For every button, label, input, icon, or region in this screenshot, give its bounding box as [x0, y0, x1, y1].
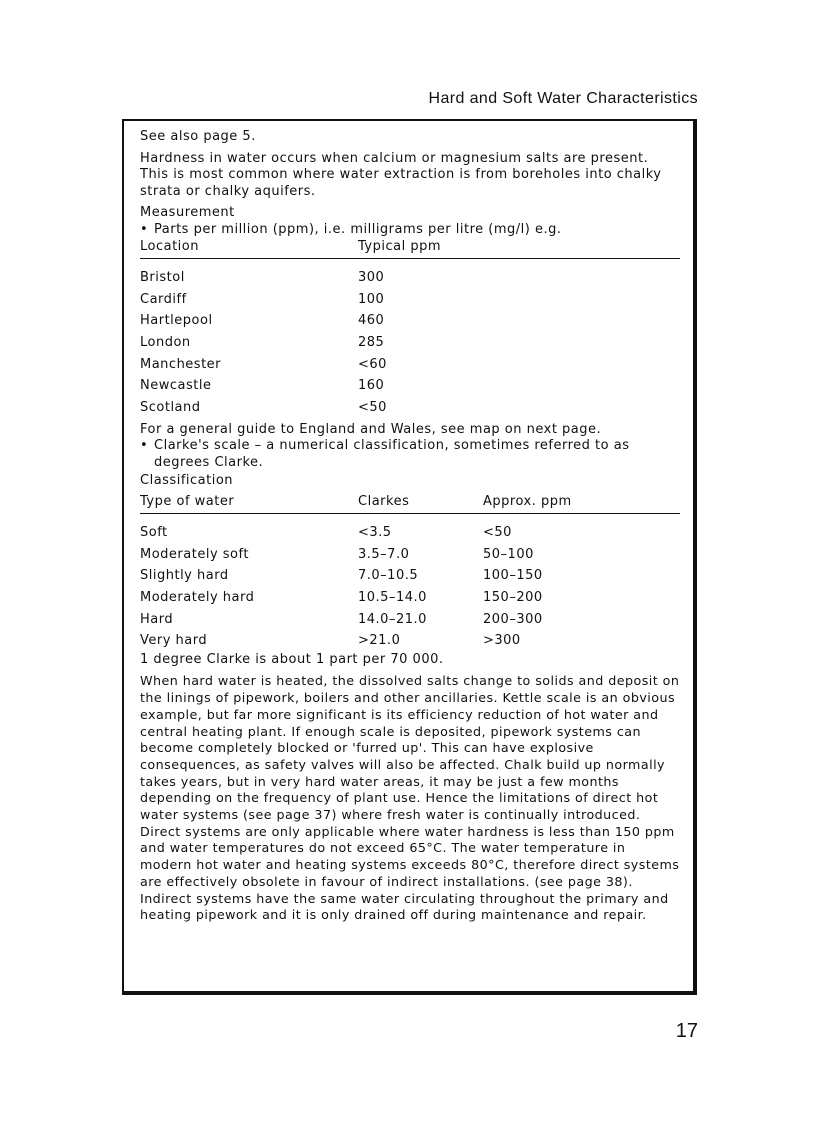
approx-ppm-cell: <50 [483, 524, 512, 540]
table-row [140, 378, 680, 400]
location-table-body [140, 259, 680, 422]
column-header-approx-ppm: Approx. ppm [483, 493, 572, 509]
see-also-note: See also page 5. [140, 129, 256, 144]
clarkes-cell: 3.5–7.0 [358, 546, 410, 562]
table-row [140, 547, 680, 569]
location-cell: Hartlepool [140, 313, 213, 329]
table-row [140, 335, 680, 357]
table-row [140, 313, 680, 335]
ppm-bullet: • Parts per million (ppm), i.e. milligrams per litre (mg/l) e.g. [140, 222, 680, 239]
location-table-header [140, 239, 680, 259]
ppm-cell: 300 [358, 270, 385, 285]
location-cell: Newcastle [140, 378, 212, 394]
classification-heading: Classification [140, 473, 234, 489]
approx-ppm-cell: 200–300 [483, 611, 543, 627]
table-row [140, 568, 680, 590]
ppm-cell: <50 [358, 400, 387, 416]
clarkes-cell: 10.5–14.0 [358, 589, 427, 605]
water-type-cell: Moderately soft [140, 546, 249, 562]
column-header-location: Location [140, 239, 199, 254]
guide-note: For a general guide to England and Wales, see map on next page. [140, 421, 602, 437]
table-row [140, 270, 680, 292]
running-header-title: Hard and Soft Water Characteristics [428, 90, 698, 107]
classification-table-header [140, 494, 680, 514]
water-type-cell: Very hard [140, 633, 208, 649]
table-row [140, 357, 680, 379]
table-row [140, 633, 680, 655]
ppm-cell: 100 [358, 291, 385, 307]
clarkes-cell: 14.0–21.0 [358, 611, 427, 627]
classification-table-body [140, 514, 680, 655]
ppm-cell: <60 [358, 356, 387, 372]
content-box [140, 129, 680, 924]
location-cell: Bristol [140, 270, 185, 285]
body-paragraph: When hard water is heated, the dissolved salts change to solids and deposit on the linings of pipework, boilers and other ancillaries. Kettle scale is an obvious example, but far more significant is its efficiency reduction of hot water and central heating plant. If enough scale is deposited, pipework systems can become completely blocked or 'furred up'. This can have explosive consequences, as safety valves will also be affected. Chalk build up normally takes years, but in very hard water areas, it may be just a few months depending on the frequency of plant use. Hence the limitations of direct hot water systems (see page 37) where fresh water is continually introduced. Direct systems are only applicable where water hardness is less than 150 ppm and water temperatures do not exceed 65°C. The water temperature in modern hot water and heating systems exceeds 80°C, therefore direct systems are effectively obsolete in favour of indirect installations. (see page 38). Indirect systems have the same water circulating throughout the primary and heating pipework and it is only drained off during maintenance and repair. [140, 673, 680, 923]
page-number: 17 [675, 1020, 698, 1042]
measurement-heading: Measurement [140, 205, 235, 220]
clarkes-cell: <3.5 [358, 524, 392, 540]
clarkes-cell: >21.0 [358, 633, 401, 649]
column-header-clarkes: Clarkes [358, 493, 410, 509]
location-cell: Manchester [140, 356, 222, 372]
location-cell: Scotland [140, 400, 201, 416]
location-cell: London [140, 335, 191, 351]
water-type-cell: Moderately hard [140, 589, 255, 605]
water-type-cell: Soft [140, 524, 168, 540]
location-cell: Cardiff [140, 291, 187, 307]
table-row [140, 292, 680, 314]
water-type-cell: Slightly hard [140, 568, 229, 584]
clarke-equivalence-note: 1 degree Clarke is about 1 part per 70 000. [140, 651, 444, 667]
approx-ppm-cell: >300 [483, 633, 521, 649]
ppm-cell: 285 [358, 335, 385, 351]
table-row [140, 590, 680, 612]
intro-paragraph: Hardness in water occurs when calcium or magnesium salts are present. This is most common where water extraction is from boreholes into chalky strata or chalky aquifers. [140, 150, 662, 199]
table-row [140, 400, 680, 422]
approx-ppm-cell: 100–150 [483, 568, 543, 584]
clarkes-cell: 7.0–10.5 [358, 568, 419, 584]
table-row [140, 612, 680, 634]
approx-ppm-cell: 150–200 [483, 589, 543, 605]
approx-ppm-cell: 50–100 [483, 546, 534, 562]
ppm-cell: 160 [358, 378, 385, 394]
clarke-scale-bullet: • Clarke's scale – a numerical classification, sometimes referred to as degrees Clarke. [140, 438, 680, 471]
column-header-typical-ppm: Typical ppm [358, 239, 441, 254]
column-header-type-of-water: Type of water [140, 493, 235, 509]
table-row [140, 525, 680, 547]
ppm-cell: 460 [358, 313, 385, 329]
water-type-cell: Hard [140, 611, 174, 627]
